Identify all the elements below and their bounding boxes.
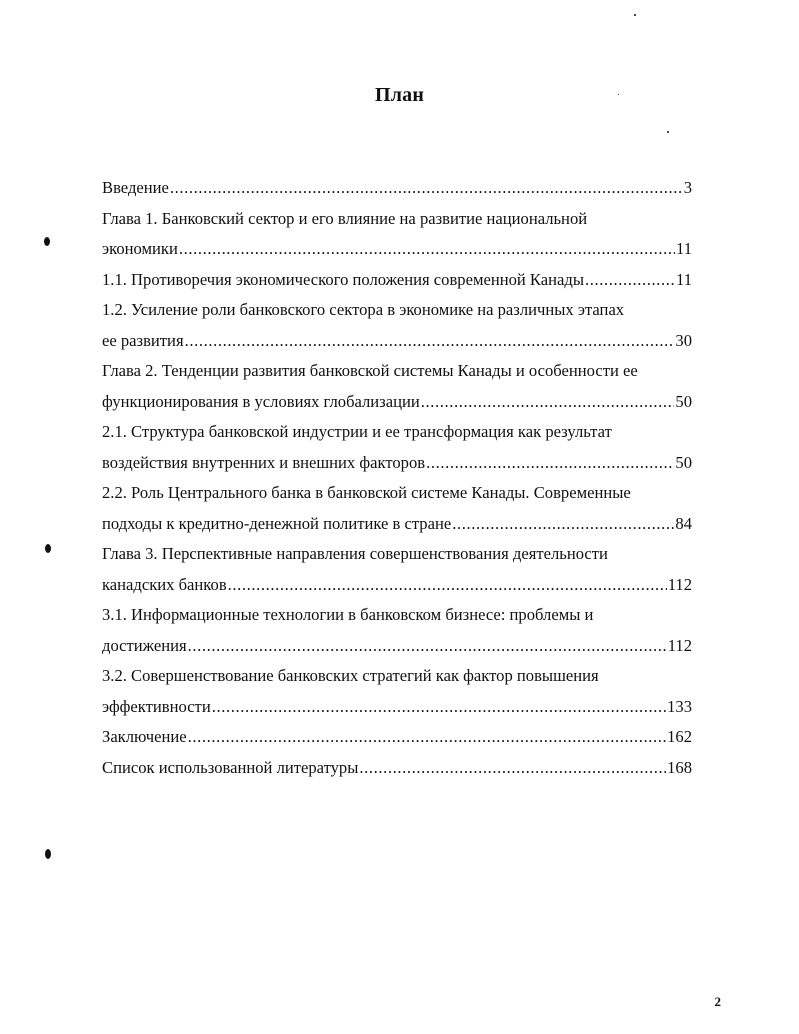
scan-speck: [618, 94, 619, 95]
toc-entry[interactable]: [102, 661, 692, 722]
toc-dot-leader: [359, 753, 666, 784]
toc-entry-text: достижения: [102, 635, 187, 655]
toc-entry[interactable]: [102, 417, 692, 478]
toc-entry-text: 1.1. Противоречия экономического положения современной Канады: [102, 269, 584, 289]
toc-dot-leader: [452, 509, 674, 540]
toc-entry[interactable]: [102, 204, 692, 265]
toc-entry-text: подходы к кредитно-денежной политике в стране: [102, 513, 452, 533]
toc-page-number: 50: [675, 452, 692, 472]
toc-dot-leader: [421, 387, 675, 418]
toc-entry-text: ее развития: [102, 330, 184, 350]
toc-page-number: 84: [675, 513, 692, 533]
toc-dot-leader: [188, 722, 666, 753]
toc-entry-line: [102, 722, 692, 753]
toc-entry-line: [102, 173, 692, 204]
scan-speck: [667, 131, 669, 133]
toc-entry-line: [102, 692, 692, 723]
toc-page-number: 30: [675, 330, 692, 350]
toc-entry-line: [102, 631, 692, 662]
toc-page-number: 50: [675, 391, 692, 411]
page-title: План: [374, 84, 425, 106]
toc-page-number: 133: [667, 696, 692, 716]
toc-entry-line: [102, 509, 692, 540]
toc-entry[interactable]: [102, 753, 692, 784]
toc-entry-text: 2.2. Роль Центрального банка в банковской системе Канады. Современные: [102, 483, 631, 502]
toc-page-number: 11: [676, 239, 692, 258]
scan-speck: [45, 849, 51, 859]
toc-entry-text: воздействия внутренних и внешних факторов: [102, 452, 426, 472]
toc-entry-text: 1.2. Усиление роли банковского сектора в экономике на различных этапах: [102, 300, 625, 319]
toc-entry-text: Заключение: [102, 727, 187, 746]
toc-dot-leader: [179, 234, 675, 265]
page-number: 2: [714, 994, 721, 1009]
toc-page-number: 162: [667, 727, 692, 746]
toc-entry-text: Глава 3. Перспективные направления совершенствования деятельности: [102, 544, 608, 563]
toc-entry[interactable]: [102, 600, 692, 661]
toc-entry-line: [102, 265, 692, 296]
scan-speck: [634, 14, 636, 16]
toc-entry[interactable]: [102, 265, 692, 296]
scan-speck: [44, 237, 50, 246]
toc-page-number: 168: [667, 757, 692, 777]
table-of-contents: [102, 173, 692, 783]
toc-entry[interactable]: [102, 539, 692, 600]
toc-entry[interactable]: [102, 478, 692, 539]
toc-entry-text: 2.1. Структура банковской индустрии и ее трансформация как результат: [102, 422, 612, 441]
toc-entry[interactable]: [102, 722, 692, 753]
toc-dot-leader: [188, 631, 667, 662]
toc-entry-text: 3.1. Информационные технологии в банковском бизнесе: проблемы и: [102, 605, 594, 624]
toc-dot-leader: [212, 692, 666, 723]
toc-entry-line: [102, 448, 692, 479]
toc-entry-text: 3.2. Совершенствование банковских стратегий как фактор повышения: [102, 666, 599, 685]
toc-entry-line: [102, 387, 692, 418]
toc-dot-leader: [185, 326, 675, 357]
toc-entry-text: эффективности: [102, 696, 211, 716]
toc-page-number: 3: [683, 178, 692, 197]
toc-entry-line: [102, 234, 692, 265]
toc-entry[interactable]: [102, 295, 692, 356]
toc-entry-text: функционирования в условиях глобализации: [102, 391, 420, 411]
toc-entry-text: канадских банков: [102, 574, 227, 594]
toc-entry-text: Список использованной литературы: [102, 757, 359, 777]
toc-page-number: 112: [667, 574, 692, 594]
toc-entry[interactable]: [102, 356, 692, 417]
toc-dot-leader: [170, 173, 683, 204]
toc-entry-line: [102, 753, 692, 784]
toc-entry[interactable]: [102, 173, 692, 204]
scan-speck: [45, 544, 51, 553]
toc-page-number: 112: [667, 635, 692, 655]
toc-entry-line: [102, 570, 692, 601]
toc-entry-text: экономики: [102, 239, 178, 258]
toc-entry-text: Введение: [102, 178, 169, 197]
toc-entry-line: [102, 326, 692, 357]
toc-dot-leader: [228, 570, 667, 601]
toc-dot-leader: [426, 448, 674, 479]
toc-entry-text: Глава 1. Банковский сектор и его влияние на развитие национальной: [102, 208, 588, 228]
toc-page-number: 11: [676, 269, 692, 289]
toc-entry-text: Глава 2. Тенденции развития банковской системы Канады и особенности ее: [102, 361, 638, 380]
toc-dot-leader: [585, 265, 675, 296]
